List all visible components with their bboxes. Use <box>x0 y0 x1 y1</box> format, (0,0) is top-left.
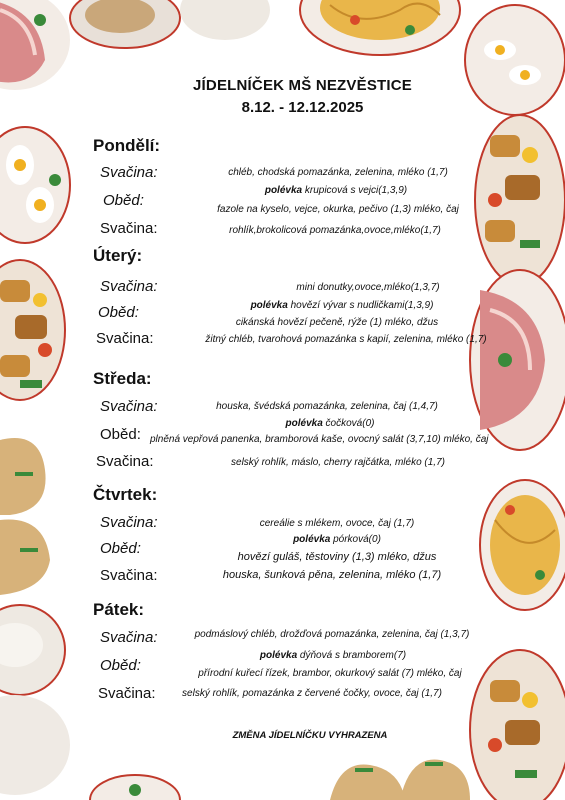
soup-line <box>150 418 510 429</box>
dumpling-bags-bottom-icon <box>90 760 470 800</box>
meal-items: cikánská hovězí pečeně, rýže (1) mléko, džus <box>235 317 439 328</box>
meal-label: Oběd: <box>103 192 144 209</box>
meal-label: Svačina: <box>100 164 158 181</box>
meal-items: cereálie s mlékem, ovoce, čaj (1,7) <box>259 518 415 529</box>
meal-label: Oběd: <box>100 540 141 557</box>
soup-line <box>156 185 516 196</box>
stirfry-plate-right-icon <box>475 115 565 285</box>
meal-label: Svačina: <box>96 453 154 470</box>
soup-bold: polévka <box>264 185 303 196</box>
meal-label: Svačina: <box>96 330 154 347</box>
meal-label: Svačina: <box>100 629 158 646</box>
meal-label: Svačina: <box>100 278 158 295</box>
meal-items: přírodní kuřecí řízek, brambor, okurkový salát (7) mléko, čaj <box>198 668 462 679</box>
meal-label: Oběd: <box>100 657 141 674</box>
meal-items: podmáslový chléb, drožďová pomazánka, zelenina, čaj (1,3,7) <box>194 629 470 640</box>
meal-items: houska, švédská pomazánka, zelenina, čaj (1,4,7) <box>216 401 438 412</box>
meal-items: selský rohlík, máslo, cherry rajčátka, mléko (1,7) <box>231 457 445 468</box>
meal-items: selský rohlík, pomazánka z červené čočky, ovoce, čaj (1,7) <box>182 688 442 699</box>
soup-name: hovězí vývar s nudličkami(1,3,9) <box>287 300 434 311</box>
soup-line <box>157 534 517 545</box>
day-heading-thursday: Čtvrtek: <box>93 485 158 504</box>
day-heading-monday: Pondělí: <box>93 136 161 155</box>
soup-name: krupicová s vejci(1,3,9) <box>302 185 408 196</box>
meal-items: rohlík,brokolicová pomazánka,ovoce,mléko(1,7) <box>229 225 441 236</box>
soup-bold: polévka <box>293 534 331 545</box>
meal-items: plněná vepřová panenka, bramborová kaše, ovocný salát (3,7,10) mléko, čaj <box>150 434 489 445</box>
dumpling-bowl-left-icon <box>0 605 70 795</box>
soup-name: dýňová s bramborem(7) <box>297 650 407 661</box>
menu-title: JÍDELNÍČEK MŠ NEZVĚSTICE <box>193 77 412 94</box>
menu-dates: 8.12. - 12.12.2025 <box>241 99 364 116</box>
meal-items: chléb, chodská pomazánka, zelenina, mléko (1,7) <box>228 167 448 178</box>
soup-line <box>162 300 522 311</box>
soup-name: pórková(0) <box>330 534 381 545</box>
meal-label: Svačina: <box>100 220 158 237</box>
meal-label: Svačina: <box>98 685 156 702</box>
stirfry-plate-left-icon <box>0 260 65 400</box>
menu-footer-note: ZMĚNA JÍDELNÍČKU VYHRAZENA <box>232 730 388 741</box>
noodles-plate-icon <box>300 0 460 55</box>
noodles-plate-right-icon <box>480 480 565 610</box>
meal-items: mini donutky,ovoce,mléko(1,3,7) <box>296 282 440 293</box>
meal-label: Svačina: <box>100 398 158 415</box>
meal-items: houska, šunková pěna, zelenina, mléko (1,7) <box>222 569 442 581</box>
soup-bold: polévka <box>285 418 323 429</box>
meal-label: Svačina: <box>100 514 158 531</box>
meal-items: fazole na kyselo, vejce, okurka, pečivo (1,3) mléko, čaj <box>217 204 459 215</box>
meal-items: žitný chléb, tvarohová pomazánka s kapií, zelenina, mléko (1,7) <box>205 334 487 345</box>
dumpling-bags-left-icon <box>0 438 50 595</box>
meal-label: Oběd: <box>98 304 139 321</box>
day-heading-tuesday: Úterý: <box>93 246 143 265</box>
meal-items: hovězí guláš, těstoviny (1,3) mléko, džus <box>237 551 437 563</box>
dumpling-bowl-icon <box>70 0 270 48</box>
meal-label: Oběd: <box>100 426 141 443</box>
soup-bold: polévka <box>259 650 298 661</box>
day-heading-wednesday: Středa: <box>93 369 152 388</box>
soup-name: čočková(0) <box>322 418 375 429</box>
day-heading-friday: Pátek: <box>93 600 145 619</box>
soup-bold: polévka <box>250 300 288 311</box>
meal-label: Svačina: <box>100 567 158 584</box>
eggs-plate-left-icon <box>0 127 70 243</box>
soup-line <box>153 650 513 661</box>
